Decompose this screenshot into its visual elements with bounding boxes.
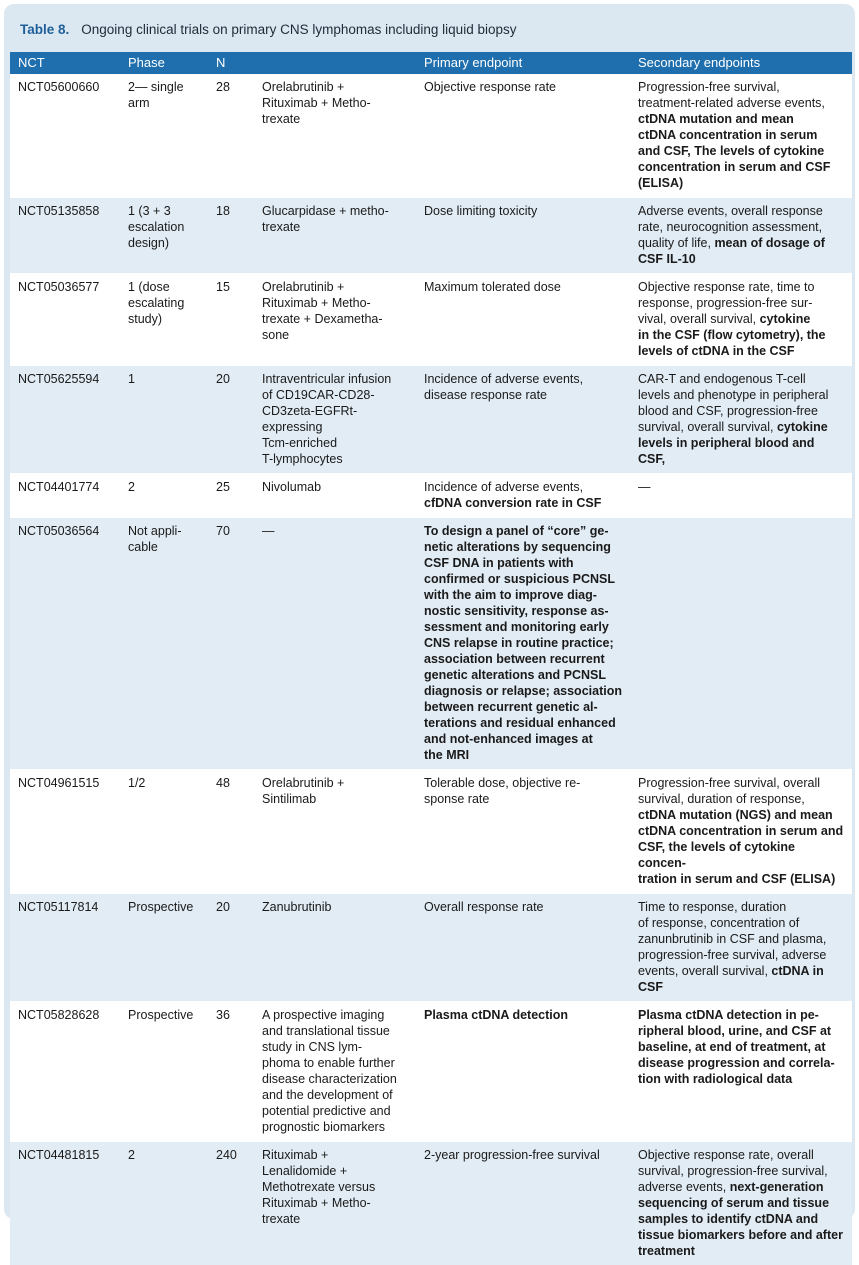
table-caption [20,22,516,37]
secondary-text-segment: Progression-free survival, overall survival, duration of response, [638,776,820,806]
secondary-endpoints-cell [630,1142,852,1265]
table-row [10,366,852,474]
secondary-text-segment: ctDNA in CSF [638,964,824,994]
secondary-text-segment: cytokine in the CSF (flow cytometry), the levels of ctDNA in the CSF [638,312,826,358]
secondary-text-segment: next-generation sequencing of serum and tissue samples to identify ctDNA and tissue biomarkers before and after treatment [638,1180,843,1258]
intervention-cell: Orelabrutinib + Rituximab + Metho- trexate [254,74,416,198]
secondary-text-segment: cytokine levels in peripheral blood and CSF, [638,420,828,466]
clinical-trials-table [10,52,852,1265]
table-title: Ongoing clinical trials on primary CNS lymphomas including liquid biopsy [81,22,516,37]
primary-endpoint-cell [416,274,630,366]
phase-cell: Not appli- cable [120,518,208,770]
primary-endpoint-cell [416,518,630,770]
primary-text-segment: Objective response rate [424,80,556,94]
secondary-text-segment: Adverse events, overall response rate, neurocognition assessment, quality of life, [638,204,823,250]
n-cell: 15 [208,274,254,366]
n-cell: 20 [208,894,254,1002]
intervention-cell: Orelabrutinib + Rituximab + Metho- trexate + Dexametha- sone [254,274,416,366]
nct-cell: NCT05600660 [10,74,120,198]
secondary-endpoints-cell [630,894,852,1002]
phase-cell: 2 [120,1142,208,1265]
table-row [10,1002,852,1142]
phase-cell: 2— single arm [120,74,208,198]
secondary-text-segment: ctDNA mutation and mean ctDNA concentration in serum and CSF, The levels of cytokine concentration in serum and CSF (ELISA) [638,112,830,190]
header-phase: Phase [120,52,208,74]
intervention-cell: A prospective imaging and translational tissue study in CNS lym- phoma to enable further disease characterization and the development of potential predictive and prognostic biomarkers [254,1002,416,1142]
primary-endpoint-cell [416,894,630,1002]
secondary-text-segment: CAR-T and endogenous T-cell levels and phenotype in peripheral blood and CSF, progression-free survival, overall survival, [638,372,828,434]
primary-endpoint-cell [416,198,630,274]
intervention-cell: Rituximab + Lenalidomide + Methotrexate versus Rituximab + Metho- trexate [254,1142,416,1265]
secondary-text-segment: ctDNA mutation (NGS) and mean ctDNA concentration in serum and CSF, the levels of cytokine concen- tration in serum and CSF (ELISA) [638,808,843,886]
secondary-text-segment: Objective response rate, overall survival, progression-free survival, adverse events, [638,1148,828,1194]
intervention-cell: Zanubrutinib [254,894,416,1002]
secondary-endpoints-cell [630,198,852,274]
nct-cell: NCT04401774 [10,474,120,518]
secondary-endpoints-cell [630,366,852,474]
n-cell: 70 [208,518,254,770]
n-cell: 240 [208,1142,254,1265]
phase-cell: 1/2 [120,770,208,894]
table-row [10,894,852,1002]
table-row [10,74,852,198]
primary-text-segment: Overall response rate [424,900,544,914]
primary-text-segment: Plasma ctDNA detection [424,1008,568,1022]
primary-endpoint-cell [416,474,630,518]
primary-endpoint-cell [416,366,630,474]
secondary-endpoints-cell [630,474,852,518]
table-label: Table 8. [20,22,69,37]
nct-cell: NCT05625594 [10,366,120,474]
n-cell: 36 [208,1002,254,1142]
nct-cell: NCT05117814 [10,894,120,1002]
header-row [10,52,852,74]
n-cell: 48 [208,770,254,894]
n-cell: 28 [208,74,254,198]
primary-text-segment: Tolerable dose, objective re- sponse rate [424,776,580,806]
secondary-text-segment: mean of dosage of CSF IL-10 [638,236,825,266]
table-row [10,474,852,518]
primary-text-segment: cfDNA conversion rate in CSF [424,496,601,510]
secondary-text-segment: — [638,480,651,494]
table-row [10,1142,852,1265]
primary-endpoint-cell [416,770,630,894]
n-cell: 25 [208,474,254,518]
secondary-text-segment: Objective response rate, time to response, progression-free sur- vival, overall survival, [638,280,814,326]
secondary-endpoints-cell [630,274,852,366]
primary-endpoint-cell [416,74,630,198]
intervention-cell: — [254,518,416,770]
nct-cell: NCT04961515 [10,770,120,894]
nct-cell: NCT05036564 [10,518,120,770]
primary-text-segment: Incidence of adverse events, disease response rate [424,372,583,402]
nct-cell: NCT05828628 [10,1002,120,1142]
header-intervention [254,52,416,74]
primary-text-segment: Incidence of adverse events, [424,480,583,494]
secondary-endpoints-cell [630,518,852,770]
table-row [10,770,852,894]
primary-endpoint-cell [416,1002,630,1142]
primary-text-segment: To design a panel of “core” ge- netic alterations by sequencing CSF DNA in patients with confirmed or suspicious PCNSL with the aim to improve diag- nostic sensitivity, response as- sessment and monitoring early CNS relapse in routine practice; association between recurrent genetic alterations and PCNSL diagnosis or relapse; association between recurrent genetic al- terations and residual enhanced and not-enhanced images at the MRI [424,524,622,762]
nct-cell: NCT05135858 [10,198,120,274]
secondary-text-segment: Plasma ctDNA detection in pe- ripheral blood, urine, and CSF at baseline, at end of treatment, at disease progression and correla- tion with radiological data [638,1008,835,1086]
header-primary-endpoint: Primary endpoint [416,52,630,74]
table-row [10,518,852,770]
phase-cell: Prospective [120,894,208,1002]
primary-text-segment: 2-year progression-free survival [424,1148,600,1162]
phase-cell: 1 [120,366,208,474]
header-secondary-endpoints: Secondary endpoints [630,52,852,74]
phase-cell: 1 (dose escalating study) [120,274,208,366]
n-cell: 20 [208,366,254,474]
header-nct: NCT [10,52,120,74]
nct-cell: NCT05036577 [10,274,120,366]
primary-text-segment: Dose limiting toxicity [424,204,537,218]
secondary-endpoints-cell [630,74,852,198]
phase-cell: 1 (3 + 3 escalation design) [120,198,208,274]
secondary-endpoints-cell [630,1002,852,1142]
intervention-cell: Orelabrutinib + Sintilimab [254,770,416,894]
table-row [10,274,852,366]
intervention-cell: Intraventricular infusion of CD19CAR-CD28- CD3zeta-EGFRt- expressing Tcm-enriched T-lymphocytes [254,366,416,474]
nct-cell: NCT04481815 [10,1142,120,1265]
phase-cell: Prospective [120,1002,208,1142]
table-row [10,198,852,274]
intervention-cell: Nivolumab [254,474,416,518]
secondary-endpoints-cell [630,770,852,894]
phase-cell: 2 [120,474,208,518]
header-n: N [208,52,254,74]
secondary-text-segment: Progression-free survival, treatment-related adverse events, [638,80,825,110]
primary-text-segment: Maximum tolerated dose [424,280,561,294]
secondary-text-segment: Time to response, duration of response, concentration of zanunbrutinib in CSF and plasma, progression-free survival, adverse events, overall survival, [638,900,826,978]
primary-endpoint-cell [416,1142,630,1265]
intervention-cell: Glucarpidase + metho- trexate [254,198,416,274]
n-cell: 18 [208,198,254,274]
